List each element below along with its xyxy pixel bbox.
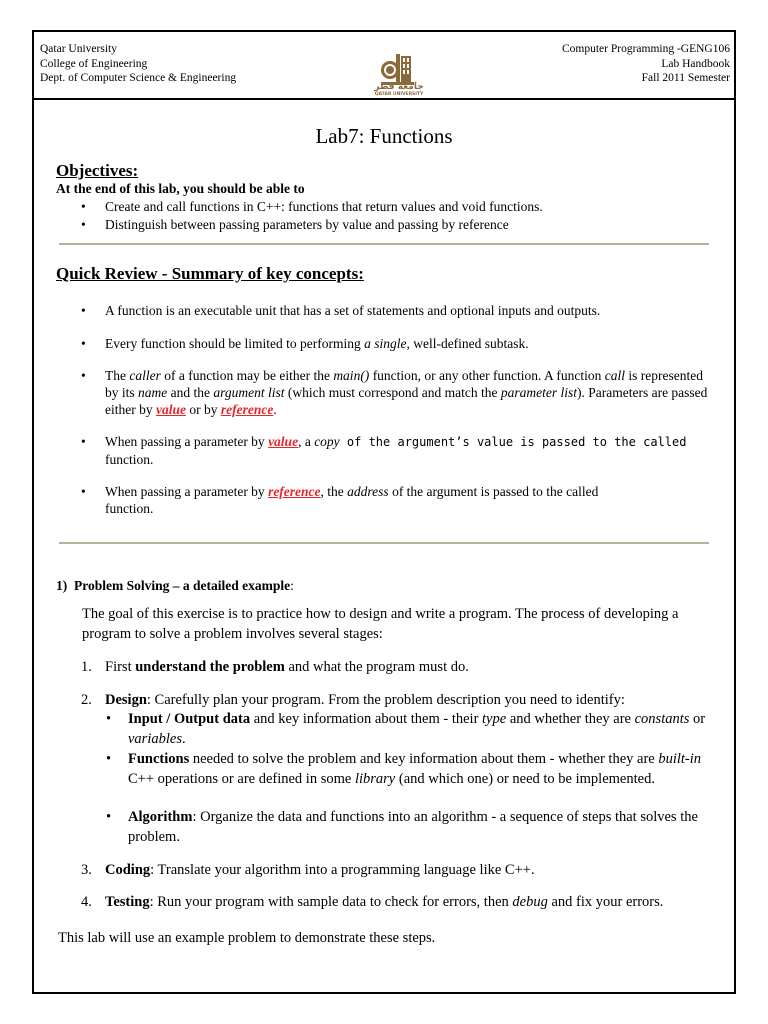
- design-subitem: • Input / Output data and key information about them - their type and whether they are constants or variables.: [106, 711, 706, 747]
- review-heading: Quick Review - Summary of key concepts:: [56, 264, 364, 283]
- objective-item: • Create and call functions in C++: functions that return values and void functions.: [81, 199, 543, 214]
- value-keyword: value: [268, 434, 299, 449]
- step-item: 1. First understand the problem and what the program must do.: [81, 659, 469, 675]
- key-point: • The caller of a function may be either the main() function, or any other function. A function call is represented by its name and the argument list (which must correspond and match the parameter list). Parameters are passed either by value or by reference.: [81, 368, 708, 417]
- step-item: 3. Coding: Translate your algorithm into a programming language like C++.: [81, 862, 535, 878]
- value-keyword: value: [155, 402, 186, 417]
- step-item: 4. Testing: Run your program with sample data to check for errors, then debug and fix your errors.: [81, 894, 664, 910]
- key-point: • Every function should be limited to performing a single, well-defined subtask.: [81, 336, 529, 351]
- department-name: Dept. of Computer Science & Engineering: [40, 72, 237, 84]
- logo-arabic-text: جامعة قطر: [374, 82, 424, 92]
- page-title: Lab7: Functions: [315, 124, 453, 148]
- reference-keyword: reference: [268, 484, 321, 499]
- page-frame: [32, 100, 736, 994]
- semester-label: Fall 2011 Semester: [641, 72, 730, 84]
- header-right: [562, 42, 730, 86]
- reference-keyword: reference: [220, 402, 274, 417]
- closing-paragraph: This lab will use an example problem to demonstrate these steps.: [58, 930, 436, 946]
- key-point: • When passing a parameter by reference, the address of the argument is passed to the called function.: [81, 484, 599, 516]
- key-point: • When passing a parameter by value, a copy of the argument’s value is passed to the called function.: [81, 434, 687, 467]
- objective-item: • Distinguish between passing parameters by value and passing by reference: [81, 217, 509, 232]
- problem-heading: 1) Problem Solving – a detailed example:: [56, 578, 294, 593]
- problem-intro: The goal of this exercise is to practice how to design and write a program. The process of developing a program to solve a problem involves several stages:: [82, 606, 679, 642]
- objectives-intro: At the end of this lab, you should be able to: [56, 181, 305, 196]
- key-point: • A function is an executable unit that has a set of statements and optional inputs and outputs.: [81, 303, 601, 318]
- divider: [59, 542, 709, 544]
- university-name: Qatar University: [40, 43, 117, 55]
- header-left: [40, 42, 236, 86]
- step-item: 2. Design: Carefully plan your program. From the problem description you need to identify:: [81, 692, 625, 708]
- college-name: College of Engineering: [40, 57, 148, 70]
- course-name: Computer Programming -GENG106: [561, 43, 730, 55]
- design-subitem: • Algorithm: Organize the data and functions into an algorithm - a sequence of steps that solves the problem.: [106, 809, 698, 845]
- logo-english-text: QATAR UNIVERSITY: [374, 92, 424, 97]
- design-subitem: • Functions needed to solve the problem and key information about them - whether they are built-in C++ operations or are defined in some library (and which one) or need to be implemented.: [106, 751, 702, 787]
- objectives-heading: Objectives:: [56, 161, 139, 180]
- handbook-label: Lab Handbook: [661, 57, 730, 70]
- divider: [59, 243, 709, 245]
